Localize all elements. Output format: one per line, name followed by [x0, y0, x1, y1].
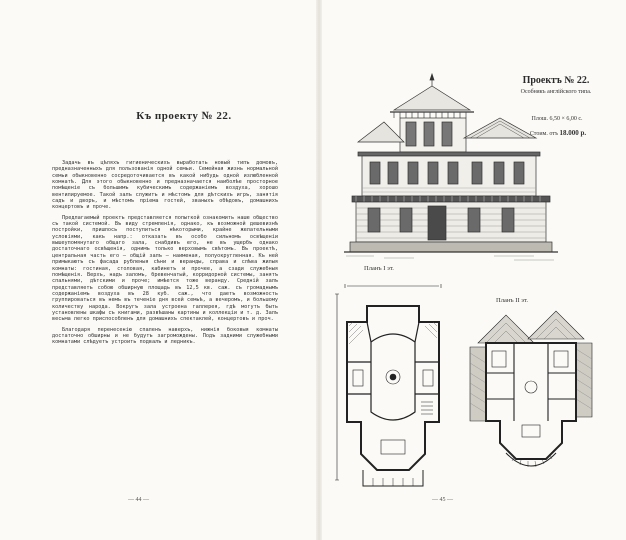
project-subtitle: Особнякъ англійского типа.	[520, 89, 592, 95]
paragraph: Благодаря перенесенію спаленъ наверхъ, нижнія боковыя комнаты достаточно обширны и не будутъ загромождены. Подъ задними служебными комнатами слѣдуетъ устроить подвалъ и ледникъ.	[52, 326, 278, 346]
right-page-number: — 45 —	[432, 497, 453, 503]
book-gutter	[316, 0, 322, 540]
floor-1-plan-drawing	[333, 282, 453, 492]
paragraph: Задачь въ цѣляхъ гигиеническихъ выработать новый типъ домовъ, предназначенныхъ для пользованія одной семьи. Семейная жизнь нормальной семьи обыкновенно сосредоточивается въ какой нибудь одной излюбленной комнатѣ. Для этого обыкновенно и предназначается наиболѣе просторное помѣщеніе съ большимъ кубическимъ содержаніемъ воздуха, хорошо вентилируемое. Такой залъ служитъ и мѣстомъ для дѣтскихъ игръ, занятія садъ и дворъ, и мѣстомъ пріема гостей, званыхъ обѣдовъ, домашнихъ концертовъ и проче.	[52, 160, 278, 211]
left-page-title: Къ проекту № 22.	[136, 110, 232, 122]
paragraph: Предлагаемый проектъ представляется попыткой ознакомить наше общество съ такой системой. Въ виду стремленія, однако, къ возможной дешевизнѣ постройки, пришлось поступиться нѣкоторыми, крайне желательными условіями, какъ напр.: отказать въ особо сильномъ освѣщеніи вышеупомянутаго общаго зала, снабдивъ его, не въ ущербъ однако достаточнаго освѣщенія, однимъ только верховымъ свѣтомъ. Въ проектѣ, центральная часть его — общій залъ — наименая, полуокругленная. Къ ней примыкаютъ съ фасада рубленыя сѣни и веранды, справа и слѣва жилыя комнаты: гостиная, столовая, кабинетъ и прочее, а сзади служебныя помѣщенія. Верхъ, надъ заломъ, бревенчатый, корридорной системы, занятъ спальнями, дѣтскими и проче; имѣется тоже веранду. Средній залъ представляетъ собою обширную площадь въ 12,5 кв. саж. съ громаднымъ содержаніемъ воздуха въ 28 куб. саж., что даетъ возможность группироваться въ немъ въ теченіе дня всей семьѣ, а вечеромъ, и большому количеству народа. Вокругъ зала устроена галлерея, гдѣ могутъ быть установлены шкафы съ книгами, развѣшаны картины и коллекціи и т. д. Залъ весьма легко приспособленъ для домашнихъ спектаклей, концертовъ и проч.	[52, 214, 278, 323]
project-area: Плош. 6,50 × 6,00 с.	[531, 116, 583, 122]
floor-2-plan-drawing	[466, 303, 596, 483]
project-cost-label: Стоим. отъ	[529, 131, 558, 137]
left-page-body	[52, 160, 278, 350]
project-cost-value: 18.000 р.	[559, 129, 587, 137]
floor-1-caption: Планъ I эт.	[364, 265, 394, 272]
floor-2-caption: Планъ II эт.	[496, 297, 529, 304]
house-elevation-drawing	[344, 72, 558, 264]
left-page-number: — 44 —	[128, 497, 149, 503]
project-title: Проектъ № 22.	[522, 75, 590, 86]
